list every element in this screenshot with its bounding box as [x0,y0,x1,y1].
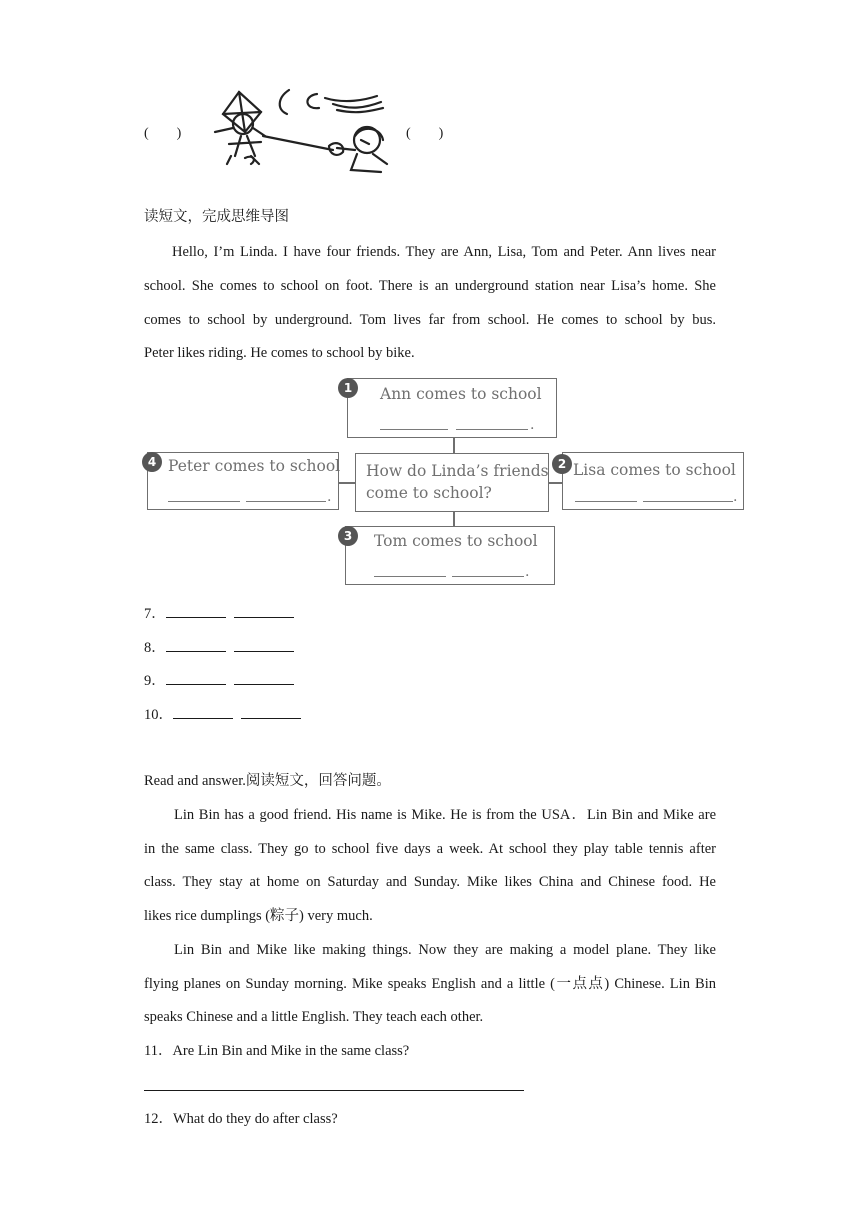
answer-blank[interactable] [168,501,240,502]
center-node [355,453,549,512]
passage-line: comes to school by underground. Tom lives far from school. He comes to school by bus. [144,312,716,328]
answer-row-7 [144,603,294,624]
node-label: Peter comes to school [168,457,341,475]
answer-blank[interactable] [234,603,294,618]
node-label: Tom comes to school [374,532,538,550]
passage-line: Lin Bin and Mike like making things. Now they are making a model plane. They like [174,942,716,958]
node-lisa: Lisa comes to school . [562,452,744,510]
answer-blank[interactable] [166,603,226,618]
answer-blank[interactable] [246,501,326,502]
answer-blank[interactable] [173,704,233,719]
answer-number: 10． [144,707,173,723]
connector-left [339,482,356,484]
passage-lin-bin [144,805,716,1035]
passage-line: likes rice dumplings (粽子) very much. [144,908,373,924]
question-12: 12．What do they do after class? [144,1111,338,1127]
answer-line-11[interactable] [144,1090,524,1091]
answer-blank[interactable] [234,637,294,652]
node-label: Lisa comes to school [573,461,736,479]
badge-2: 2 [552,454,572,474]
paren-right: ( ) [406,126,444,141]
answer-row-9 [144,670,294,691]
passage-line: class. They stay at home on Saturday and Sunday. Mike likes China and Chinese food. He [144,874,716,890]
passage-line: Lin Bin has a good friend. His name is Mike. He is from the USA．Lin Bin and Mike are [174,807,716,823]
paren-left: ( ) [144,126,182,141]
answer-number: 7． [144,606,166,622]
section2-heading: Read and answer.阅读短文，回答问题。 [144,773,391,789]
answer-blank[interactable] [166,670,226,685]
passage-line: Hello, I’m Linda. I have four friends. They are Ann, Lisa, Tom and Peter. Ann lives near [172,244,716,260]
answer-blank[interactable] [374,576,446,577]
answer-blank[interactable] [575,501,637,502]
connector-right [548,482,563,484]
answer-blank[interactable] [241,704,301,719]
answer-row-10 [144,704,301,725]
answer-number: 9． [144,673,166,689]
answer-blank[interactable] [643,501,733,502]
kite-flying-illustration [205,84,395,180]
question-11: 11．Are Lin Bin and Mike in the same class? [144,1043,410,1059]
passage-line: speaks Chinese and a little English. They teach each other. [144,1009,484,1025]
connector-top [453,437,455,454]
connector-bottom [453,511,455,527]
badge-3: 3 [338,526,358,546]
answer-blank[interactable] [166,637,226,652]
passage-line: school. She comes to school on foot. There is an underground station near Lisa’s home. She [144,278,716,294]
node-ann: Ann comes to school . [347,378,557,438]
center-line2: come to school? [366,484,492,502]
mindmap [140,374,750,588]
answer-blank[interactable] [234,670,294,685]
passage-line: Peter likes riding. He comes to school by bike. [144,345,415,361]
node-label: Ann comes to school [380,385,542,403]
passage-line: flying planes on Sunday morning. Mike speaks English and a little (一点点) Chinese. Lin Bin [144,976,716,992]
node-peter: Peter comes to school . [147,452,339,510]
badge-4: 4 [142,452,162,472]
answer-blank[interactable] [380,429,448,430]
passage-line: in the same class. They go to school five days a week. At school they play table tennis after [144,841,716,857]
badge-1: 1 [338,378,358,398]
section1-heading: 读短文，完成思维导图 [144,209,289,225]
center-line1: How do Linda’s friends [366,462,549,480]
answer-blank[interactable] [456,429,528,430]
answer-blank[interactable] [452,576,524,577]
node-tom: Tom comes to school . [345,526,555,585]
answer-row-8 [144,637,294,658]
answer-number: 8． [144,640,166,656]
